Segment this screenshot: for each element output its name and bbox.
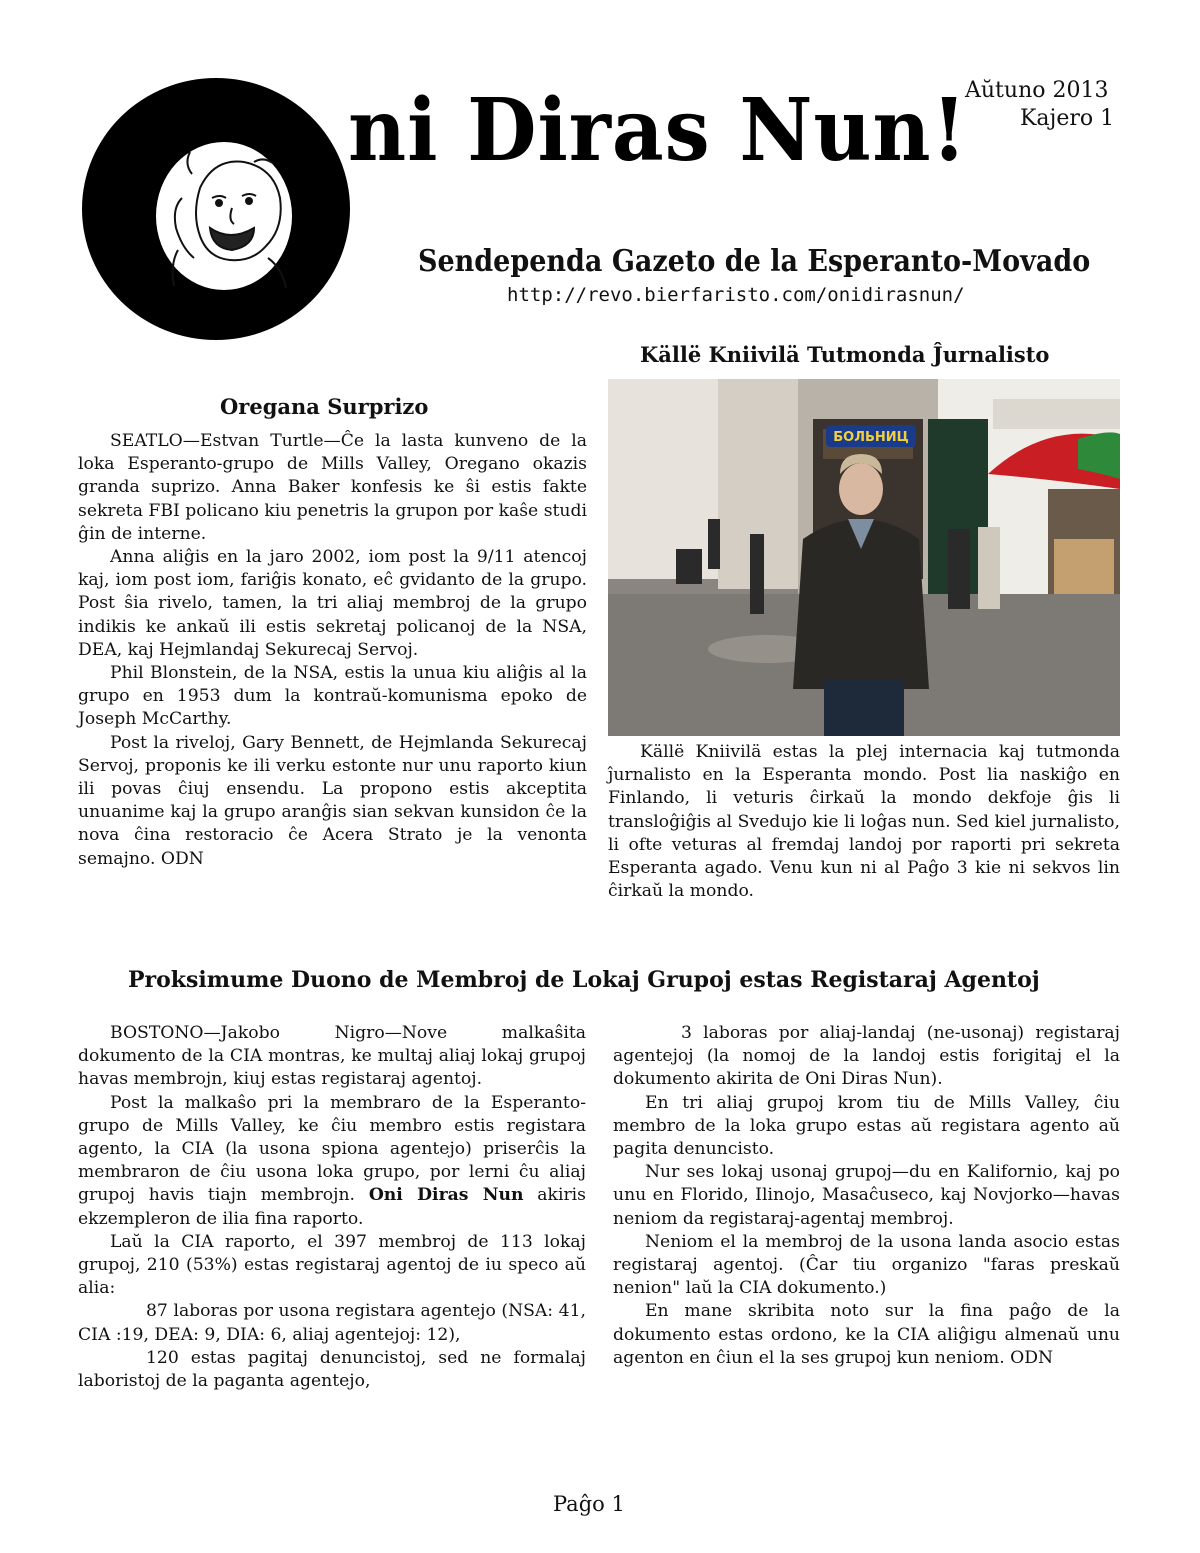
newspaper-url[interactable]: http://revo.bierfaristo.com/onidirasnun/ — [507, 284, 965, 306]
story1-headline: Oregana Surprizo — [220, 394, 429, 419]
issue-number: Kajero 1 — [1020, 106, 1115, 131]
story3-paragraph: En tri aliaj grupoj krom tiu de Mills Valley, ĉiu membro de la loka grupo estas aŭ registara agento aŭ pagita denuncisto. — [613, 1092, 1120, 1160]
photo-sign-text: БОЛЬНИЦ — [833, 430, 909, 445]
story3-headline: Proksimume Duono de Membroj de Lokaj Grupoj estas Registaraj Agentoj — [128, 967, 1040, 993]
story1-paragraph: Anna aliĝis en la jaro 2002, iom post la 9/11 atencoj kaj, iom post iom, fariĝis konato, eĉ gvidanto de la grupo. Post ŝia rivelo, tamen, la tri aliaj membroj de la grupo indikis ke ankaŭ ili estis sekretaj policanoj de la NSA, DEA, kaj Hejmlandaj Sekurecaj Servoj. — [78, 547, 587, 660]
masthead-title: ni Diras Nun! — [348, 80, 968, 181]
issue-date: Aŭtuno 2013 — [965, 78, 1109, 103]
story3-paragraph: Nur ses lokaj usonaj grupoj—du en Kalifornio, kaj po unu en Florido, Ilinojo, Masaĉuseco, kaj Novjorko—havas neniom da registaraj-agentaj membroj. — [613, 1162, 1120, 1229]
story1-body — [78, 430, 587, 871]
story3-paragraph: BOSTONO—Jakobo Nigro—Nove malkaŝita dokumento de la CIA montras, ke multaj aliaj lokaj grupoj havas membrojn, kiuj estas registaraj agentoj. — [78, 1023, 586, 1090]
story3-left-column — [78, 1022, 586, 1393]
story3-list-item: 120 estas pagitaj denuncistoj, sed ne formalaj laboristoj de la paganta agentejo, — [78, 1347, 586, 1392]
story1-paragraph: Phil Blonstein, de la NSA, estis la unua kiu aliĝis al la grupo en 1953 dum la kontraŭ-komunisma epoko de Joseph McCarthy. — [78, 663, 587, 730]
story2-caption — [608, 741, 1120, 903]
story2-headline: Källë Kniivilä Tutmonda Ĵurnalisto — [640, 342, 1050, 367]
masthead-subtitle: Sendependa Gazeto de la Esperanto-Movado — [418, 244, 1091, 279]
newspaper-name: Oni Diras Nun — [368, 1185, 524, 1206]
story1-paragraph: Post la riveloj, Gary Bennett, de Hejmlanda Sekurecaj Servoj, proponis ke ili verku estonte nur unu raporto kiun ili povas ĉiuj ensendu. La propono estis akceptita unuanime kaj la grupo aranĝis sian sekvan kunsidon ĉe la nova ĉina restoracio ĉe Acera Strato je la venonta semajno. ODN — [78, 732, 587, 869]
story3-right-column — [613, 1022, 1120, 1370]
page-number: Paĝo 1 — [553, 1492, 625, 1516]
story1-paragraph: SEATLO—Estvan Turtle—Ĉe la lasta kunveno de la loka Esperanto-grupo de Mills Valley, Oregano okazis granda suprizo. Anna Baker konfesis ke ŝi estis fakte sekreta FBI policano kiu penetris la grupon por kaŝe studi ĝin de interne. — [78, 431, 587, 544]
journalist-photo — [608, 379, 1120, 736]
story3-list-item: 3 laboras por aliaj-landaj (ne-usonaj) registaraj agentejoj (la nomoj de la landoj estis forigitaj el la dokumento akirita de Oni Diras Nun). — [613, 1023, 1120, 1090]
story3-paragraph: Neniom el la membroj de la usona landa asocio estas registaraj agentoj. (Ĉar tiu organizo "faras preskaŭ nenion" laŭ la CIA dokumento.) — [613, 1231, 1120, 1299]
story3-paragraph — [78, 1092, 586, 1231]
story3-paragraph: En mane skribita noto sur la fina paĝo de la dokumento estas ordono, ke la CIA aliĝigu almenaŭ unu agenton en ĉiun el la ses grupoj kun neniom. ODN — [613, 1301, 1120, 1368]
story3-text: akiris ekzempleron de ilia fina raporto. — [78, 1185, 586, 1229]
story3-list-item: 87 laboras por usona registara agentejo (NSA: 41, CIA :19, DEA: 9, DIA: 6, aliaj agentejoj: 12), — [78, 1301, 586, 1345]
story3-text: Post la malkaŝo pri la membraro de la Esperanto-grupo de Mills Valley, ke ĉiu membro estis registara agento, la CIA (la usona spiona agentejo) priserĉis la membraron de ĉiu usona loka grupo, por lerni ĉu aliaj grupoj havis tiajn membrojn. — [78, 1092, 586, 1206]
story3-paragraph: Laŭ la CIA raporto, el 397 membroj de 113 lokaj grupoj, 210 (53%) estas registaraj agentoj de iu speco aŭ alia: — [78, 1231, 586, 1299]
story2-caption-text: Källë Kniivilä estas la plej internacia kaj tutmonda ĵurnalisto en la Esperanta mondo. Post lia naskiĝo en Finlando, li veturis ĉirkaŭ la mondo dekfoje ĝis li transloĝiĝis al Svedujo kie li loĝas nun. Sed kiel jurnalisto, li ofte veturas al fremdaj landoj por raporti pri sekreta Esperanta agado. Venu kun ni al Paĝo 3 kie ni sekvos lin ĉirkaŭ la mondo. — [608, 742, 1120, 902]
masthead-logo-o — [82, 78, 350, 340]
